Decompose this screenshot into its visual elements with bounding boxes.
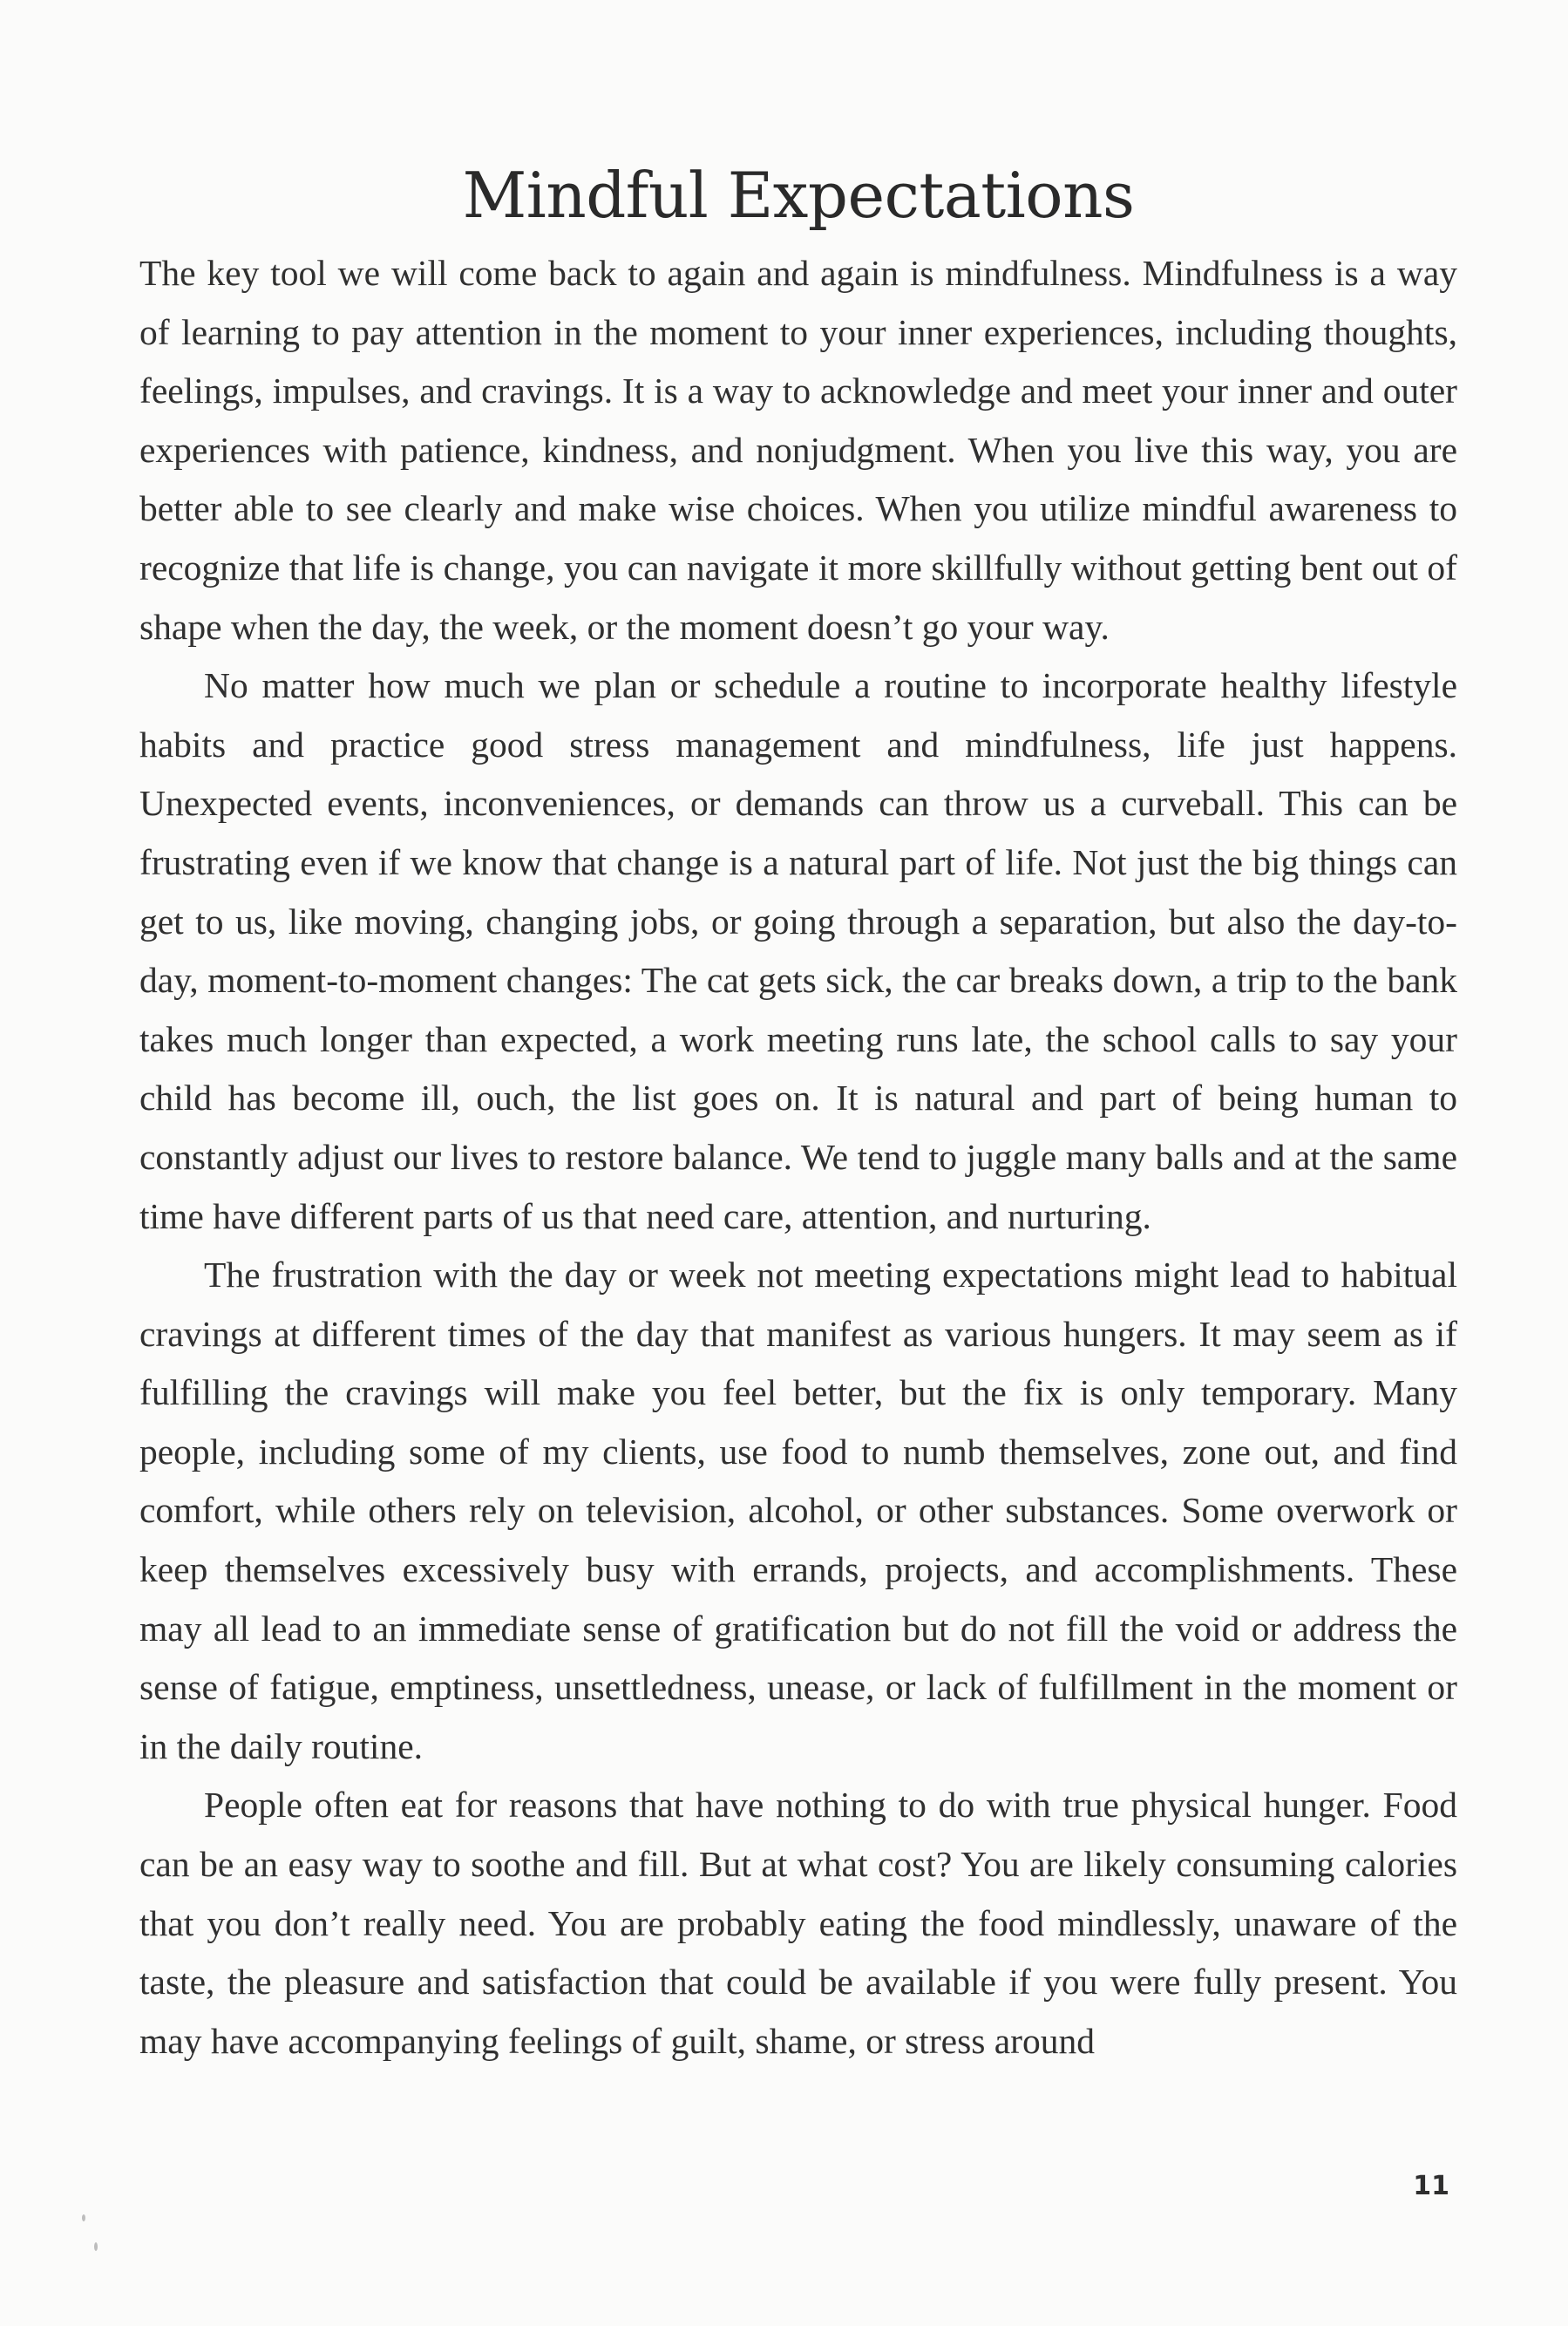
- paragraph: The frustration with the day or week not meeting expectations might lead to habitual cravings at different times of the day that manifest as various hungers. It may seem as if fulfilling the cravings will make you feel better, but the fix is only temporary. Many people, including some of my clients, use food to numb themselves, zone out, and find comfort, while others rely on television, alcohol, or other substances. Some overwork or keep themselves excessively busy with errands, projects, and accomplishments. These may all lead to an immediate sense of gratification but do not fill the void or address the sense of fatigue, emptiness, unsettledness, unease, or lack of fulfillment in the moment or in the daily routine.: [139, 1255, 1457, 1766]
- paragraph: No matter how much we plan or schedule a routine to incorporate healthy lifestyle habits and practice good stress management and mindfulness, life just happens. Unexpected events, inconveniences, or demands can throw us a curveball. This can be frustrating even if we know that change is a natural part of life. Not just the big things can get to us, like moving, changing jobs, or going through a separation, but also the day-to-day, moment-to-moment changes: The cat gets sick, the car breaks down, a trip to the bank takes much longer than expected, a work meeting runs late, the school calls to say your child has become ill, ouch, the list goes on. It is natural and part of being human to constantly adjust our lives to restore balance. We tend to juggle many balls and at the same time have different parts of us that need care, attention, and nurturing.: [139, 665, 1457, 1236]
- page-title: Mindful Expectations: [462, 159, 1135, 232]
- body-text: [139, 244, 1457, 2071]
- paragraph: The key tool we will come back to again and again is mindfulness. Mindfulness is a way of learning to pay attention in the moment to your inner experiences, including thoughts, feelings, impulses, and cravings. It is a way to acknowledge and meet your inner and outer experiences with patience, kindness, and nonjudgment. When you live this way, you are better able to see clearly and make wise choices. When you utilize mindful awareness to recognize that life is change, you can navigate it more skillfully without getting bent out of shape when the day, the week, or the moment doesn’t go your way.: [139, 253, 1457, 647]
- scan-speck: [82, 2214, 85, 2221]
- paragraph: People often eat for reasons that have nothing to do with true physical hunger. Food can be an easy way to soothe and fill. But at what cost? You are likely consuming calories that you don’t really need. You are probably eating the food mindlessly, unaware of the taste, the pleasure and satisfaction that could be available if you were fully present. You may have accompanying feelings of guilt, shame, or stress around: [139, 1785, 1457, 2061]
- scan-speck: [94, 2242, 98, 2251]
- page-number: 11: [1413, 2171, 1449, 2201]
